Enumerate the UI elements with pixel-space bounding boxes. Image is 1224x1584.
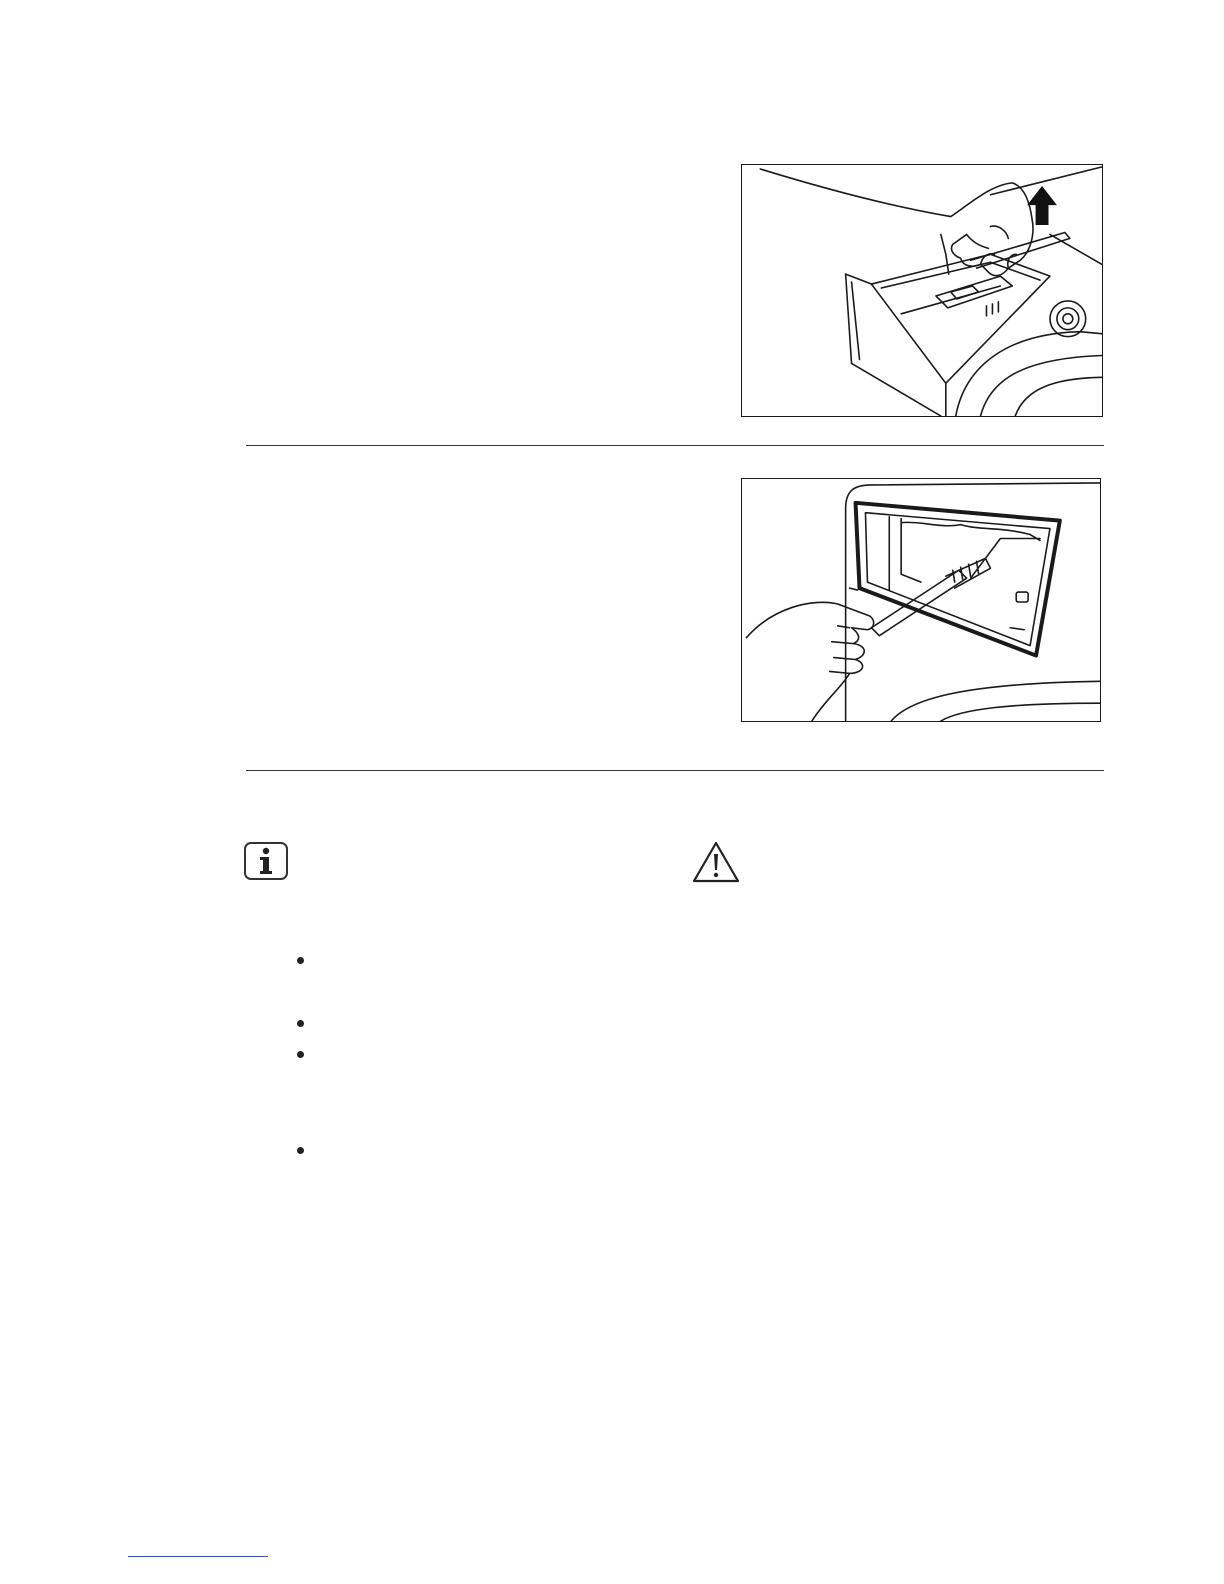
section-divider-1	[246, 445, 1104, 446]
list-bullet	[297, 1051, 304, 1058]
list-bullet	[297, 957, 304, 964]
warning-icon	[692, 840, 740, 884]
list-bullet	[297, 1147, 304, 1154]
section-divider-2	[246, 770, 1104, 771]
clean-recess-drawing	[742, 479, 1100, 721]
remove-insert-drawing	[742, 165, 1102, 416]
info-icon	[244, 842, 288, 880]
list-bullet	[297, 1020, 304, 1027]
figure-remove-insert	[741, 164, 1103, 417]
figure-clean-recess	[741, 478, 1101, 722]
footer-link[interactable]	[128, 1556, 268, 1557]
